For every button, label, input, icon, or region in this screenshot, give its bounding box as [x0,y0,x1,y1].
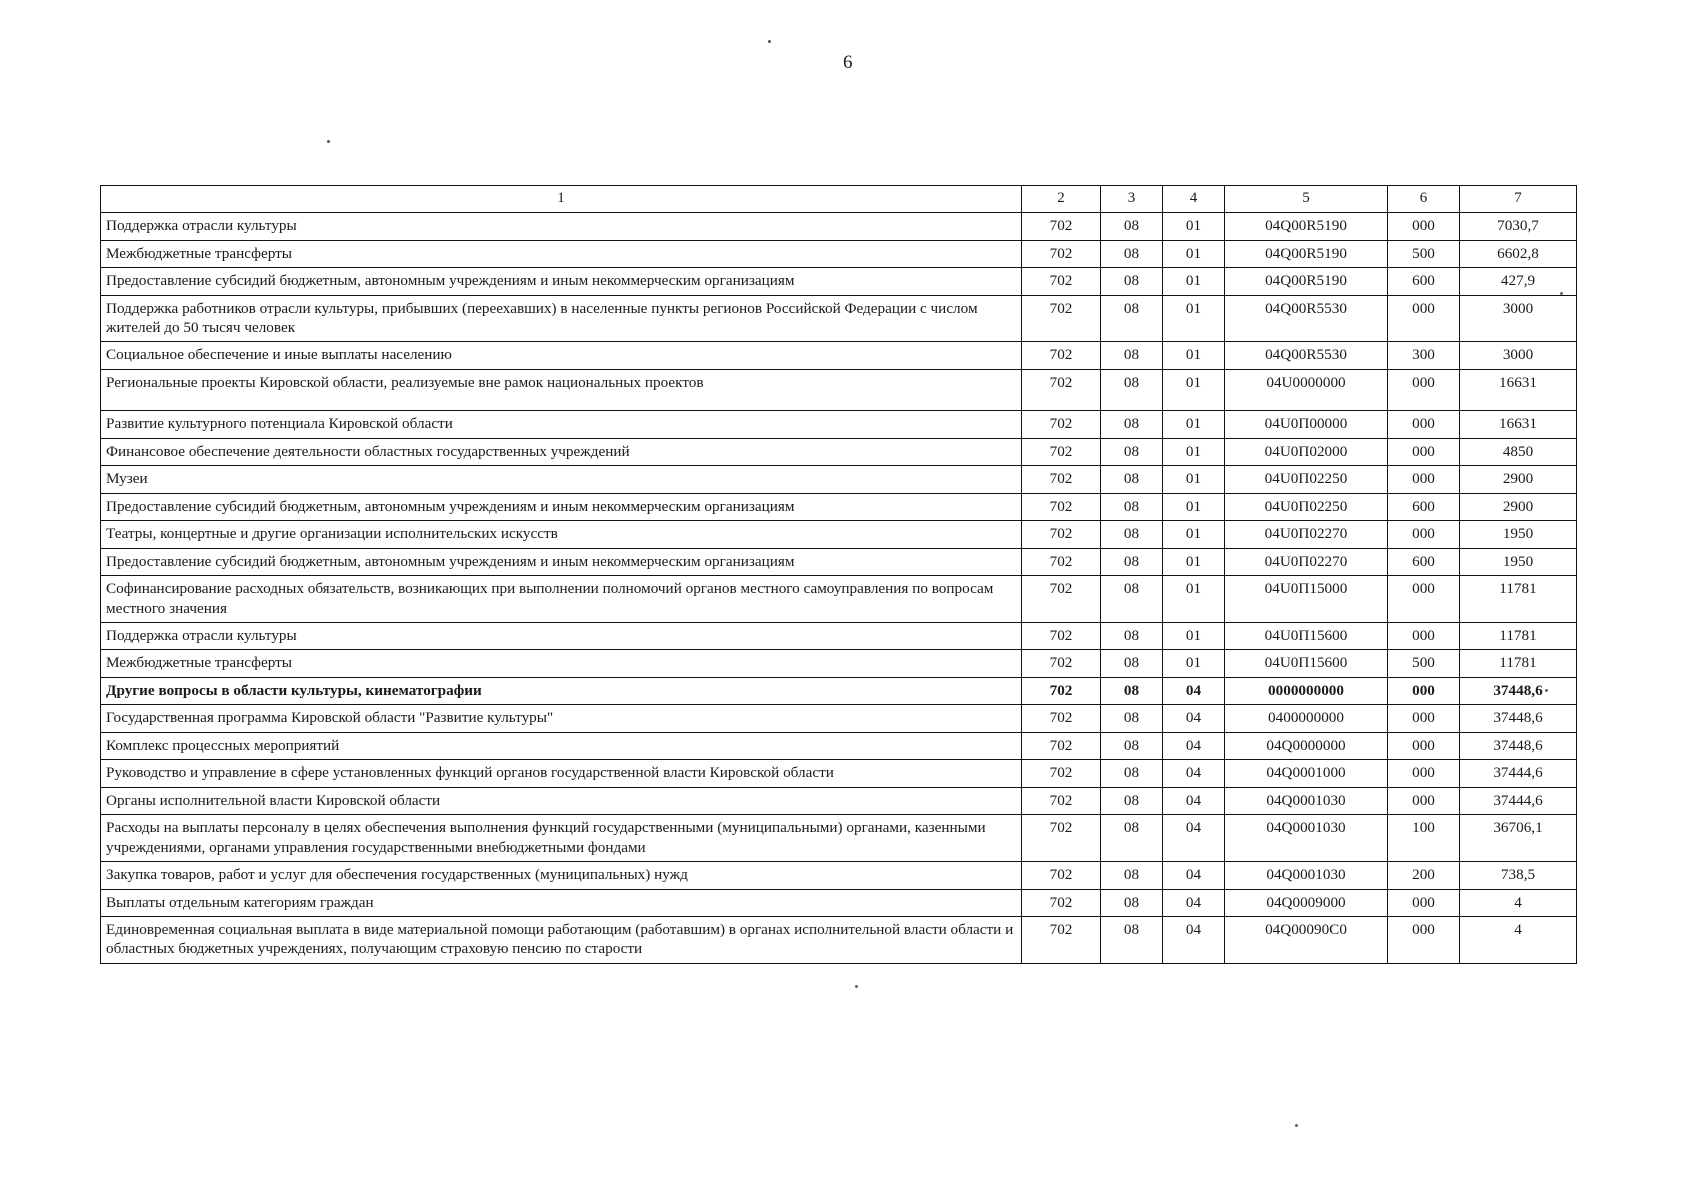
row-target-code: 04Q00R5190 [1225,213,1388,240]
row-amount: 427,9 [1460,268,1577,295]
row-section-code: 08 [1101,493,1163,520]
row-amount: 37448,6 [1460,705,1577,732]
row-section-code: 08 [1101,815,1163,862]
row-chapter-code: 702 [1022,213,1101,240]
stray-mark-top [768,40,771,43]
row-subsection-code: 01 [1163,240,1225,267]
row-description: Предоставление субсидий бюджетным, автономным учреждениям и иным некоммерческим организациям [101,268,1022,295]
row-target-code: 04Q0001030 [1225,787,1388,814]
row-description: Органы исполнительной власти Кировской области [101,787,1022,814]
row-amount: 4 [1460,889,1577,916]
row-description: Развитие культурного потенциала Кировской области [101,411,1022,438]
row-chapter-code: 702 [1022,650,1101,677]
row-description: Расходы на выплаты персоналу в целях обеспечения выполнения функций государственными (муниципальными) органами, казенными учреждениями, органами управления государственными внебюджетными фондами [101,815,1022,862]
table-row [101,213,1577,240]
row-description: Музеи [101,466,1022,493]
row-target-code: 04Q0009000 [1225,889,1388,916]
row-target-code: 04Q0001030 [1225,815,1388,862]
row-description: Руководство и управление в сфере установленных функций органов государственной власти Кировской области [101,760,1022,787]
row-amount: 11781 [1460,622,1577,649]
row-subsection-code: 04 [1163,862,1225,889]
row-section-code: 08 [1101,760,1163,787]
row-subsection-code: 01 [1163,548,1225,575]
row-description: Межбюджетные трансферты [101,650,1022,677]
column-header-2: 2 [1022,186,1101,213]
table-row [101,650,1577,677]
table-row [101,369,1577,410]
page-number: 6 [843,52,853,73]
row-chapter-code: 702 [1022,677,1101,704]
row-chapter-code: 702 [1022,576,1101,623]
row-amount: 1950 [1460,521,1577,548]
row-target-code: 04U0П02000 [1225,438,1388,465]
row-section-code: 08 [1101,548,1163,575]
row-expense-type: 000 [1388,622,1460,649]
table-row [101,342,1577,369]
row-section-code: 08 [1101,268,1163,295]
row-description: Финансовое обеспечение деятельности областных государственных учреждений [101,438,1022,465]
row-description: Закупка товаров, работ и услуг для обеспечения государственных (муниципальных) нужд [101,862,1022,889]
row-amount: 37448,6 [1460,677,1577,704]
row-subsection-code: 04 [1163,815,1225,862]
table-header [101,186,1577,213]
row-target-code: 04U0П02270 [1225,548,1388,575]
table-row [101,576,1577,623]
table-row [101,411,1577,438]
row-expense-type: 000 [1388,705,1460,732]
table-row [101,705,1577,732]
row-target-code: 0000000000 [1225,677,1388,704]
table-row [101,493,1577,520]
row-amount: 6602,8 [1460,240,1577,267]
row-target-code: 04Q00R5190 [1225,268,1388,295]
table-row [101,916,1577,963]
row-subsection-code: 01 [1163,268,1225,295]
row-section-code: 08 [1101,411,1163,438]
row-description: Государственная программа Кировской области "Развитие культуры" [101,705,1022,732]
row-subsection-code: 01 [1163,576,1225,623]
row-target-code: 04U0000000 [1225,369,1388,410]
row-chapter-code: 702 [1022,295,1101,342]
row-subsection-code: 04 [1163,787,1225,814]
row-subsection-code: 01 [1163,521,1225,548]
row-amount: 1950 [1460,548,1577,575]
table-row [101,466,1577,493]
row-expense-type: 000 [1388,889,1460,916]
row-expense-type: 000 [1388,466,1460,493]
row-chapter-code: 702 [1022,889,1101,916]
column-header-7: 7 [1460,186,1577,213]
row-section-code: 08 [1101,916,1163,963]
row-target-code: 04U0П02250 [1225,466,1388,493]
row-chapter-code: 702 [1022,369,1101,410]
row-expense-type: 500 [1388,240,1460,267]
table-row [101,622,1577,649]
row-section-code: 08 [1101,213,1163,240]
row-expense-type: 200 [1388,862,1460,889]
row-description: Театры, концертные и другие организации исполнительских искусств [101,521,1022,548]
row-section-code: 08 [1101,295,1163,342]
row-expense-type: 600 [1388,268,1460,295]
row-chapter-code: 702 [1022,342,1101,369]
table-row [101,240,1577,267]
row-amount: 37444,6 [1460,760,1577,787]
table-row [101,760,1577,787]
table-row [101,268,1577,295]
row-section-code: 08 [1101,650,1163,677]
stray-mark-upper-left [327,140,330,143]
row-subsection-code: 04 [1163,732,1225,759]
row-amount: 4 [1460,916,1577,963]
row-expense-type: 000 [1388,438,1460,465]
row-section-code: 08 [1101,705,1163,732]
table-body [101,213,1577,964]
row-target-code: 04Q0001030 [1225,862,1388,889]
row-section-code: 08 [1101,576,1163,623]
row-description: Поддержка отрасли культуры [101,622,1022,649]
row-target-code: 04Q00R5530 [1225,342,1388,369]
row-subsection-code: 01 [1163,342,1225,369]
row-description: Региональные проекты Кировской области, реализуемые вне рамок национальных проектов [101,369,1022,410]
row-chapter-code: 702 [1022,862,1101,889]
row-description: Межбюджетные трансферты [101,240,1022,267]
row-description: Предоставление субсидий бюджетным, автономным учреждениям и иным некоммерческим организациям [101,548,1022,575]
row-subsection-code: 04 [1163,705,1225,732]
row-subsection-code: 01 [1163,411,1225,438]
row-section-code: 08 [1101,732,1163,759]
row-subsection-code: 04 [1163,760,1225,787]
row-description: Поддержка отрасли культуры [101,213,1022,240]
row-chapter-code: 702 [1022,815,1101,862]
row-subsection-code: 01 [1163,466,1225,493]
row-amount: 37444,6 [1460,787,1577,814]
row-chapter-code: 702 [1022,240,1101,267]
row-chapter-code: 702 [1022,521,1101,548]
row-section-code: 08 [1101,521,1163,548]
row-expense-type: 000 [1388,732,1460,759]
row-target-code: 04Q00R5530 [1225,295,1388,342]
row-chapter-code: 702 [1022,732,1101,759]
column-header-1: 1 [101,186,1022,213]
row-amount: 3000 [1460,295,1577,342]
table-row [101,889,1577,916]
row-amount: 16631 [1460,369,1577,410]
row-subsection-code: 04 [1163,916,1225,963]
row-chapter-code: 702 [1022,466,1101,493]
table-row [101,548,1577,575]
row-description: Единовременная социальная выплата в виде материальной помощи работающим (работавшим) в органах исполнительной власти области и областных бюджетных учреждениях, получающим страховую пенсию по старости [101,916,1022,963]
table-header-row [101,186,1577,213]
table-row [101,732,1577,759]
row-amount: 36706,1 [1460,815,1577,862]
row-chapter-code: 702 [1022,438,1101,465]
row-spacer [106,392,1016,406]
row-section-code: 08 [1101,369,1163,410]
row-section-code: 08 [1101,787,1163,814]
row-section-code: 08 [1101,240,1163,267]
column-header-3: 3 [1101,186,1163,213]
row-chapter-code: 702 [1022,268,1101,295]
row-description: Поддержка работников отрасли культуры, прибывших (переехавших) в населенные пункты регионов Российской Федерации с числом жителей до 50 тысяч человек [101,295,1022,342]
row-chapter-code: 702 [1022,760,1101,787]
row-section-code: 08 [1101,466,1163,493]
row-subsection-code: 01 [1163,213,1225,240]
row-amount: 37448,6 [1460,732,1577,759]
column-header-4: 4 [1163,186,1225,213]
row-target-code: 04U0П15600 [1225,650,1388,677]
row-expense-type: 000 [1388,369,1460,410]
row-amount: 738,5 [1460,862,1577,889]
row-subsection-code: 04 [1163,889,1225,916]
row-amount: 11781 [1460,650,1577,677]
table-row [101,438,1577,465]
row-expense-type: 000 [1388,521,1460,548]
row-amount: 7030,7 [1460,213,1577,240]
row-subsection-code: 01 [1163,650,1225,677]
row-target-code: 04Q00R5190 [1225,240,1388,267]
row-subsection-code: 01 [1163,493,1225,520]
row-expense-type: 000 [1388,411,1460,438]
row-amount: 2900 [1460,493,1577,520]
row-target-code: 04Q0001000 [1225,760,1388,787]
row-amount: 3000 [1460,342,1577,369]
row-chapter-code: 702 [1022,548,1101,575]
row-target-code: 04Q0000000 [1225,732,1388,759]
row-amount: 16631 [1460,411,1577,438]
row-expense-type: 500 [1388,650,1460,677]
row-section-code: 08 [1101,862,1163,889]
row-expense-type: 000 [1388,677,1460,704]
row-amount: 11781 [1460,576,1577,623]
row-chapter-code: 702 [1022,411,1101,438]
stray-mark-bottom [1295,1124,1298,1127]
row-section-code: 08 [1101,677,1163,704]
row-expense-type: 600 [1388,548,1460,575]
row-target-code: 04U0П02270 [1225,521,1388,548]
table-row [101,787,1577,814]
row-subsection-code: 01 [1163,438,1225,465]
row-expense-type: 300 [1388,342,1460,369]
column-header-6: 6 [1388,186,1460,213]
table-row [101,295,1577,342]
row-target-code: 04U0П15000 [1225,576,1388,623]
row-target-code: 04Q00090С0 [1225,916,1388,963]
table-row [101,521,1577,548]
row-chapter-code: 702 [1022,622,1101,649]
row-target-code: 04U0П00000 [1225,411,1388,438]
table-row [101,815,1577,862]
table-row [101,862,1577,889]
row-target-code: 04U0П15600 [1225,622,1388,649]
row-expense-type: 000 [1388,295,1460,342]
row-expense-type: 600 [1388,493,1460,520]
row-description: Софинансирование расходных обязательств, возникающих при выполнении полномочий органов местного самоуправления по вопросам местного значения [101,576,1022,623]
row-expense-type: 000 [1388,916,1460,963]
row-section-code: 08 [1101,342,1163,369]
row-amount: 2900 [1460,466,1577,493]
row-expense-type: 000 [1388,576,1460,623]
row-description: Предоставление субсидий бюджетным, автономным учреждениям и иным некоммерческим организациям [101,493,1022,520]
row-target-code: 04U0П02250 [1225,493,1388,520]
table-row [101,677,1577,704]
row-target-code: 0400000000 [1225,705,1388,732]
row-subsection-code: 04 [1163,677,1225,704]
row-section-code: 08 [1101,889,1163,916]
row-subsection-code: 01 [1163,369,1225,410]
budget-table-container [100,185,1545,964]
row-description: Выплаты отдельным категориям граждан [101,889,1022,916]
row-subsection-code: 01 [1163,295,1225,342]
row-chapter-code: 702 [1022,787,1101,814]
row-expense-type: 000 [1388,787,1460,814]
row-description: Комплекс процессных мероприятий [101,732,1022,759]
row-subsection-code: 01 [1163,622,1225,649]
budget-table [100,185,1577,964]
row-chapter-code: 702 [1022,916,1101,963]
row-description: Социальное обеспечение и иные выплаты населению [101,342,1022,369]
row-expense-type: 100 [1388,815,1460,862]
row-description: Другие вопросы в области культуры, кинематографии [101,677,1022,704]
row-section-code: 08 [1101,622,1163,649]
row-amount: 4850 [1460,438,1577,465]
row-section-code: 08 [1101,438,1163,465]
row-expense-type: 000 [1388,760,1460,787]
row-chapter-code: 702 [1022,705,1101,732]
column-header-5: 5 [1225,186,1388,213]
row-chapter-code: 702 [1022,493,1101,520]
row-expense-type: 000 [1388,213,1460,240]
stray-mark-center [855,985,858,988]
